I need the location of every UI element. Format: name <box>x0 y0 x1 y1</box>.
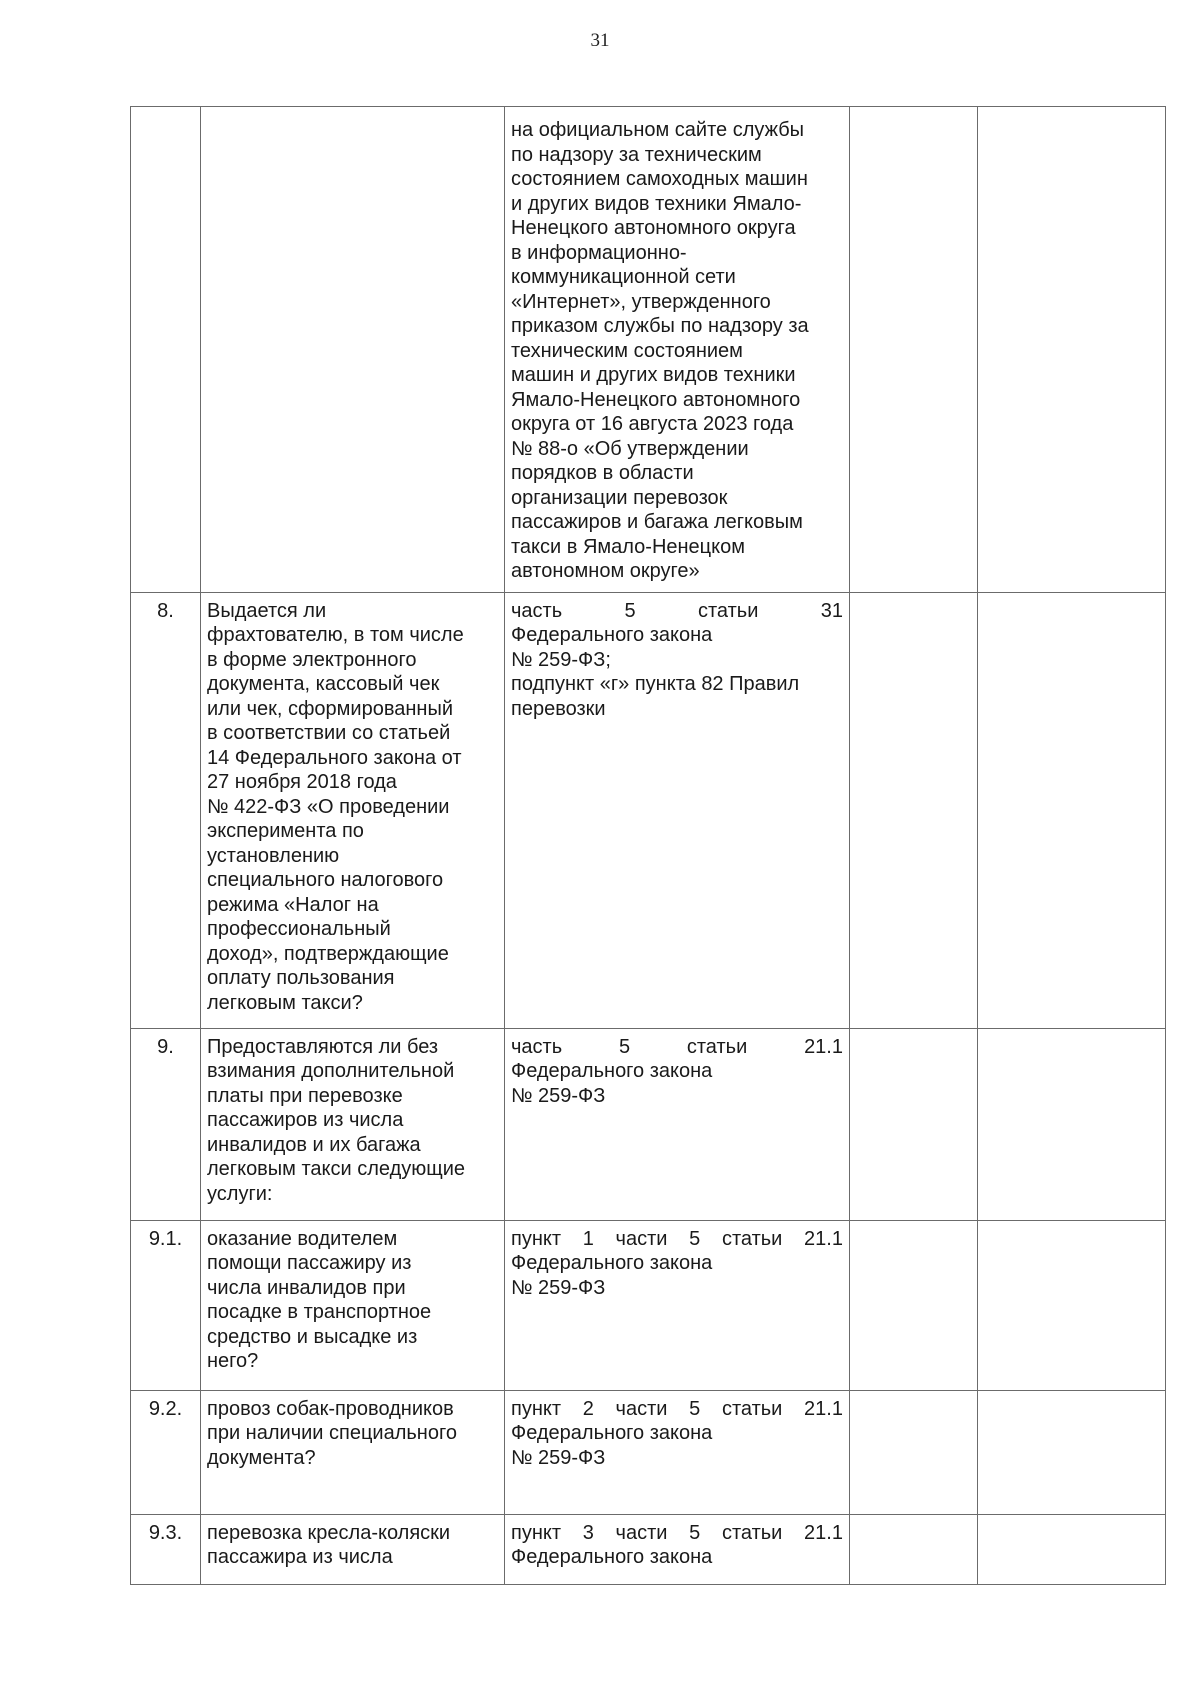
question-cell <box>201 107 505 593</box>
ref-word: статьи <box>721 1397 783 1420</box>
ref-word: статьи <box>721 1521 783 1544</box>
table-row <box>131 1028 1166 1220</box>
table-row <box>131 1514 1166 1584</box>
question-cell: Выдается ли фрахтователю, в том числе в форме электронного документа, кассовый чек или чек, сформированный в соответствии со статьей 14 Федерального закона от 27 ноября 2018 года № 422-ФЗ «О проведении эксперимента по установлению специального налогового режима «Налог на профессиональный доход», подтверждающие оплату пользования легковым такси? <box>201 592 505 1028</box>
table-row <box>131 107 1166 593</box>
reference-text: Федерального закона № 259-ФЗ <box>511 1422 713 1469</box>
ref-word: часть <box>511 1035 563 1058</box>
table-row <box>131 1390 1166 1514</box>
row-number: 9.2. <box>131 1390 201 1514</box>
ref-word: 3 <box>582 1521 594 1544</box>
ref-word: части <box>615 1397 668 1420</box>
question-cell: провоз собак-проводников при наличии специального документа? <box>201 1390 505 1514</box>
answer-cell <box>850 1514 978 1584</box>
answer-cell <box>850 1220 978 1390</box>
ref-word: статьи <box>698 599 759 622</box>
note-cell <box>978 1514 1166 1584</box>
legal-reference-cell <box>505 1390 850 1514</box>
ref-word: 21.1 <box>804 1521 843 1544</box>
row-number <box>131 107 201 593</box>
question-cell: оказание водителем помощи пассажиру из числа инвалидов при посадке в транспортное средство и высадке из него? <box>201 1220 505 1390</box>
ref-word: статьи <box>721 1227 783 1250</box>
ref-word: 5 <box>689 1397 701 1420</box>
row-number: 9.1. <box>131 1220 201 1390</box>
table-row <box>131 592 1166 1028</box>
checklist-table <box>130 106 1166 1585</box>
note-cell <box>978 1220 1166 1390</box>
ref-word: 2 <box>582 1397 594 1420</box>
ref-word: 21.1 <box>804 1397 843 1420</box>
reference-first-line <box>511 1397 843 1422</box>
legal-reference-cell <box>505 592 850 1028</box>
question-cell: перевозка кресла-коляски пассажира из числа <box>201 1514 505 1584</box>
table-row <box>131 1220 1166 1390</box>
note-cell <box>978 1028 1166 1220</box>
ref-word: 5 <box>624 599 636 622</box>
ref-word: 5 <box>618 1035 631 1058</box>
answer-cell <box>850 1390 978 1514</box>
note-cell <box>978 1390 1166 1514</box>
row-number: 9. <box>131 1028 201 1220</box>
ref-word: части <box>615 1521 668 1544</box>
reference-text: Федерального закона № 259-ФЗ <box>511 1252 713 1299</box>
legal-reference-cell: на официальном сайте службы по надзору за техническим состоянием самоходных машин и других видов техники Ямало- Ненецкого автономного округа в информационно- коммуникационной сети «Интернет», утвержденного приказом службы по надзору за техническим состоянием машин и других видов техники Ямало-Ненецкого автономного округа от 16 августа 2023 года № 88-о «Об утверждении порядков в области организации перевозок пассажиров и багажа легковым такси в Ямало-Ненецком автономном округе» <box>505 107 850 593</box>
legal-reference-cell <box>505 1220 850 1390</box>
ref-word: части <box>615 1227 668 1250</box>
reference-first-line <box>511 599 843 624</box>
legal-reference-cell <box>505 1028 850 1220</box>
reference-text: Федерального закона № 259-ФЗ <box>511 1060 713 1107</box>
ref-word: 21.1 <box>804 1035 843 1058</box>
ref-word: пункт <box>511 1521 562 1544</box>
ref-word: часть <box>511 599 563 622</box>
ref-word: пункт <box>511 1397 562 1420</box>
ref-word: 5 <box>689 1227 701 1250</box>
ref-word: 1 <box>582 1227 594 1250</box>
ref-word: 21.1 <box>804 1227 843 1250</box>
ref-word: 31 <box>820 599 843 622</box>
ref-word: статьи <box>686 1035 748 1058</box>
row-number: 8. <box>131 592 201 1028</box>
legal-reference-cell <box>505 1514 850 1584</box>
reference-first-line <box>511 1035 843 1060</box>
ref-word: 5 <box>689 1521 701 1544</box>
answer-cell <box>850 592 978 1028</box>
answer-cell <box>850 107 978 593</box>
reference-first-line <box>511 1521 843 1546</box>
reference-text: Федерального закона <box>511 1546 713 1568</box>
row-number: 9.3. <box>131 1514 201 1584</box>
reference-text: Федерального закона № 259-ФЗ; подпункт «г» пункта 82 Правил перевозки <box>511 624 800 720</box>
reference-first-line <box>511 1227 843 1252</box>
page-number: 31 <box>590 30 610 51</box>
question-cell: Предоставляются ли без взимания дополнительной платы при перевозке пассажиров из числа инвалидов и их багажа легковым такси следующие услуги: <box>201 1028 505 1220</box>
answer-cell <box>850 1028 978 1220</box>
note-cell <box>978 107 1166 593</box>
ref-word: пункт <box>511 1227 562 1250</box>
note-cell <box>978 592 1166 1028</box>
